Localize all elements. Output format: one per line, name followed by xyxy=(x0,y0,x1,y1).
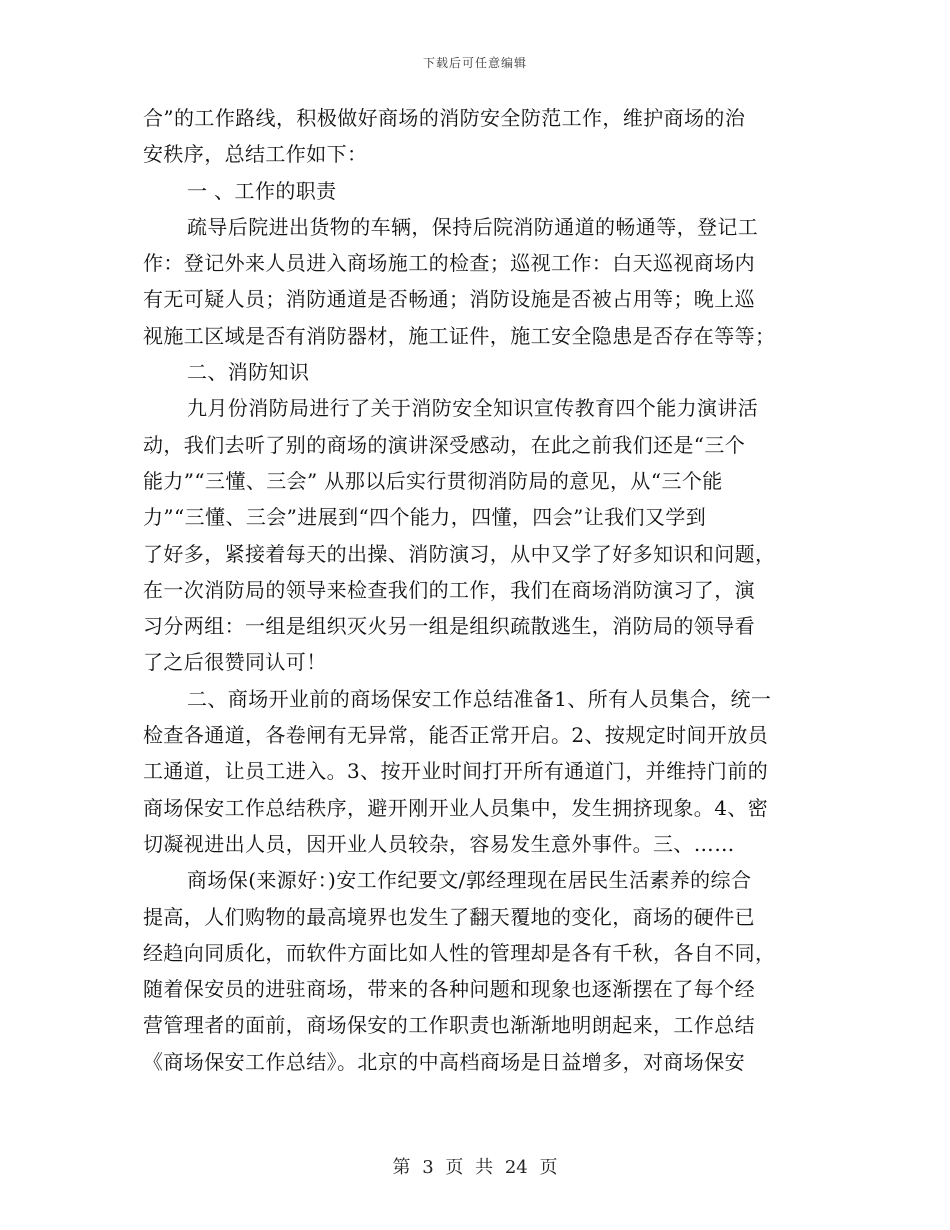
text-line: 一 、工作的职责 xyxy=(187,178,337,203)
text-line: 经趋向同质化，而软件方面比如人性的管理却是各有千秋，各自不同， xyxy=(143,940,776,965)
text-line: 疏导后院进出货物的车辆，保持后院消防通道的畅通等，登记工 xyxy=(187,214,759,239)
text-line: 检查各通道，各卷闸有无异常，能否正常开启。2、按规定时间开放员 xyxy=(143,723,769,748)
text-line: 作：登记外来人员进入商场施工的检查；巡视工作：白天巡视商场内 xyxy=(143,251,755,276)
text-line: 了之后很赞同认可！ xyxy=(143,650,327,675)
text-line: 力”“三懂、三会”进展到“四个能力，四懂，四会”让我们又学到 xyxy=(143,505,707,530)
page-header: 下载后可任意编辑 xyxy=(422,56,527,70)
text-line: 《商场保安工作总结》。北京的中高档商场是日益增多，对商场保安 xyxy=(143,1049,745,1074)
text-line: 视施工区域是否有消防器材，施工证件，施工安全隐患是否存在等等； xyxy=(143,323,776,348)
text-line: 合”的工作路线，积极做好商场的消防安全防范工作，维护商场的治 xyxy=(143,106,746,130)
text-line: 二、商场开业前的商场保安工作总结准备1、所有人员集合，统一 xyxy=(187,686,772,711)
text-line: 安秩序，总结工作如下： xyxy=(143,142,368,167)
text-line: 了好多，紧接着每天的出操、消防演习，从中又学了好多知识和问题， xyxy=(143,541,776,566)
text-line: 工通道，让员工进入。3、按开业时间打开所有通道门，并维持门前的 xyxy=(143,759,769,784)
text-line: 动，我们去听了别的商场的演讲深受感动，在此之前我们还是“三个 xyxy=(143,432,746,457)
text-line: 切凝视进出人员，因开业人员较杂，容易发生意外事件。三、…… xyxy=(143,831,735,856)
text-line: 二、消防知识 xyxy=(187,360,310,385)
text-line: 能力”“三懂、三会” 从那以后实行贯彻消防局的意见，从“三个能 xyxy=(143,468,723,493)
text-line: 在一次消防局的领导来检查我们的工作，我们在商场消防演习了，演 xyxy=(143,577,755,602)
text-line: 商场保(来源好：)安工作纪要文/郭经理现在居民生活素养的综合 xyxy=(187,868,752,893)
text-line: 随着保安员的进驻商场，带来的各种问题和现象也逐渐摆在了每个经 xyxy=(143,977,755,1002)
text-line: 有无可疑人员；消防通道是否畅通；消防设施是否被占用等；晚上巡 xyxy=(143,287,755,312)
document-body xyxy=(143,100,808,1080)
text-line: 营管理者的面前，商场保安的工作职责也渐渐地明朗起来，工作总结 xyxy=(143,1013,755,1038)
text-line: 九月份消防局进行了关于消防安全知识宣传教育四个能力演讲活 xyxy=(187,396,759,421)
text-line: 习分两组：一组是组织灭火另一组是组织疏散逃生，消防局的领导看 xyxy=(143,614,755,639)
text-line: 商场保安工作总结秩序，避开刚开业人员集中，发生拥挤现象。4、密 xyxy=(143,795,769,820)
page-number-footer: 第 3 页 共 24 页 xyxy=(392,1157,558,1178)
text-line: 提高，人们购物的最高境界也发生了翻天覆地的变化，商场的硬件已 xyxy=(143,904,755,929)
